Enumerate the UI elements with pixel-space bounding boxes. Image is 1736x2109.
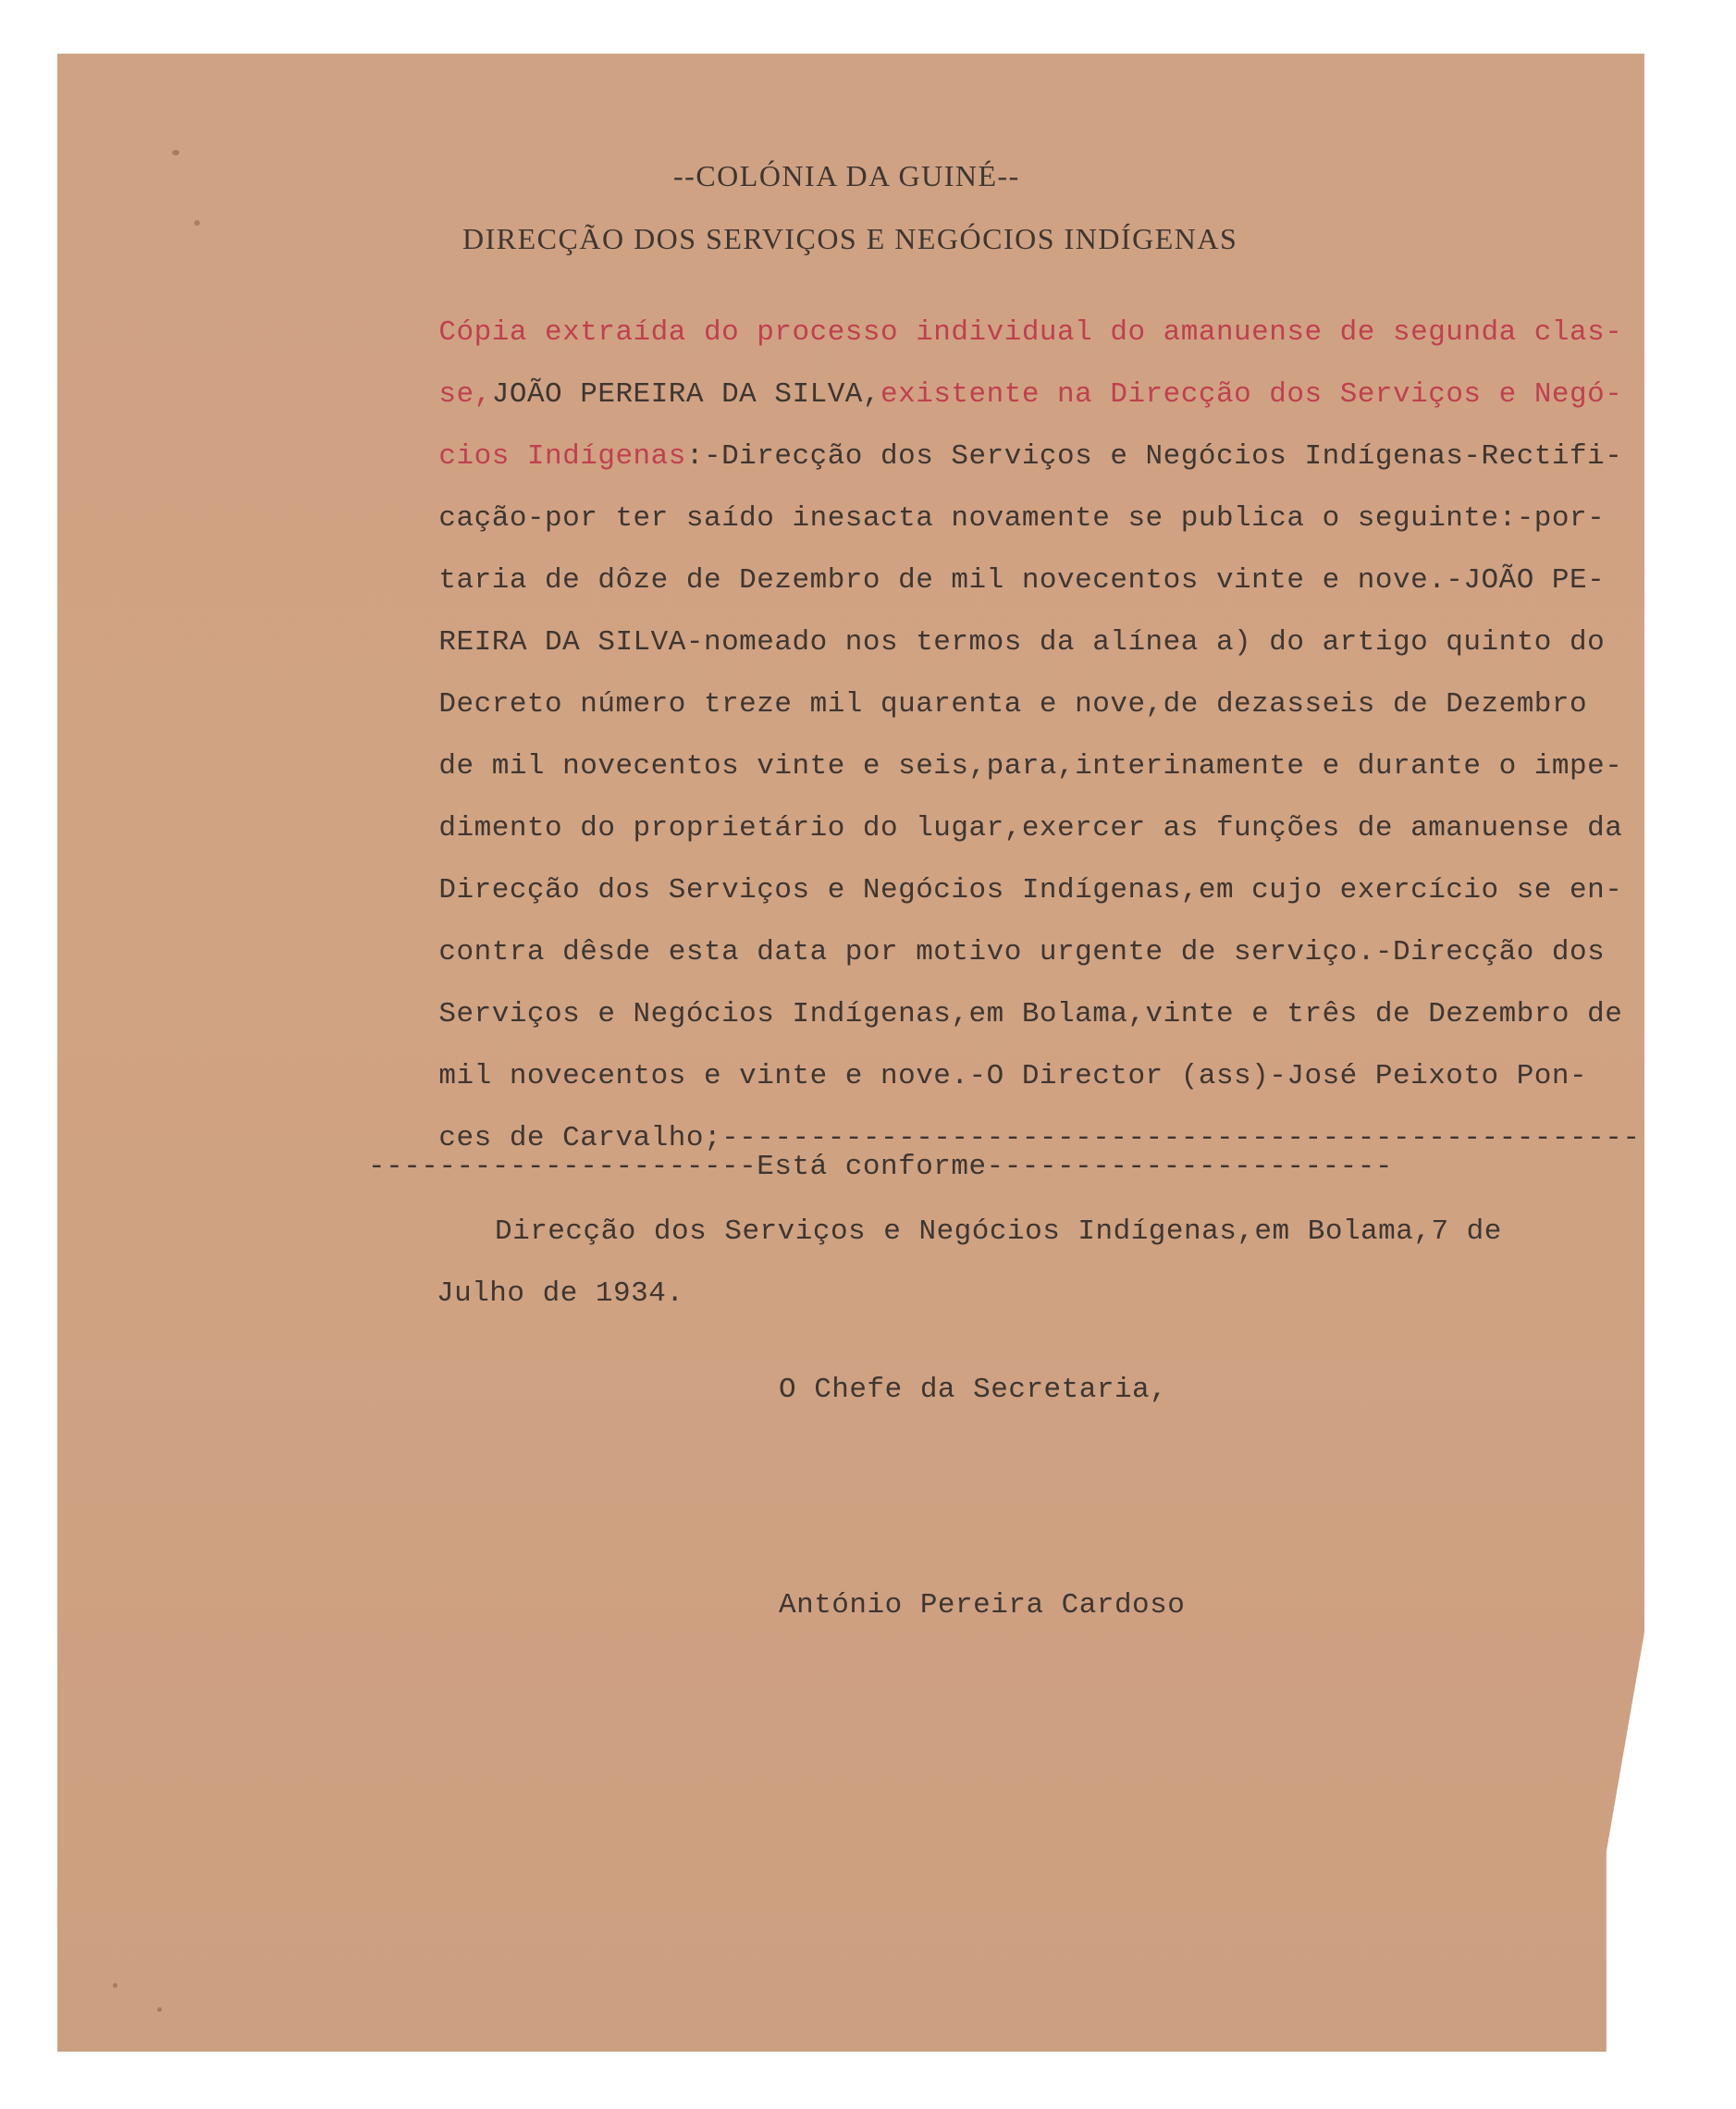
- paper-blemish: [157, 2007, 162, 2012]
- black-text: de mil novecentos vinte e seis,para,interinamente e durante o impe-: [438, 750, 1623, 783]
- colony-heading: --COLÓNIA DA GUINÉ--: [673, 159, 1020, 192]
- red-text: cios Indígenas: [438, 440, 686, 473]
- certification-line: ----------------------Está conforme-----------------------: [368, 1151, 1393, 1183]
- black-text: Serviços e Negócios Indígenas,em Bolama,vinte e três de Dezembro de: [438, 998, 1623, 1030]
- black-text: mil novecentos e vinte e nove.-O Director (ass)-José Peixoto Pon-: [438, 1060, 1588, 1092]
- closing-place-date-line-2: Julho de 1934.: [437, 1277, 684, 1310]
- paper-blemish: [194, 220, 200, 226]
- black-text: Direcção dos Serviços e Negócios Indígenas,em cujo exercício se en-: [438, 874, 1623, 906]
- black-text: cação-por ter saído inesacta novamente se publica o seguinte:-por-: [438, 502, 1606, 535]
- black-text: Decreto número treze mil quarenta e nove,de dezasseis de Dezembro: [438, 688, 1588, 721]
- black-text: taria de dôze de Dezembro de mil novecentos vinte e nove.-JOÃO PE-: [438, 564, 1606, 597]
- paper-blemish: [172, 150, 179, 155]
- black-text: REIRA DA SILVA-nomeado nos termos da alínea a) do artigo quinto do: [438, 626, 1606, 659]
- closing-place-date-line-1: Direcção dos Serviços e Negócios Indígenas,em Bolama,7 de: [495, 1215, 1502, 1248]
- paper-blemish: [113, 1983, 117, 1988]
- black-text: ces de Carvalho;----------------------------------------------------: [438, 1122, 1641, 1154]
- black-text: JOÃO PEREIRA DA SILVA,: [491, 378, 881, 411]
- red-text: Cópia extraída do processo individual do amanuense de segunda clas-: [438, 316, 1623, 349]
- signatory-name: António Pereira Cardoso: [779, 1589, 1186, 1622]
- black-text: contra dêsde esta data por motivo urgente de serviço.-Direcção dos: [438, 936, 1606, 968]
- black-text: :-Direcção dos Serviços e Negócios Indígenas-Rectifi-: [685, 440, 1623, 473]
- red-text: existente na Direcção dos Serviços e Negó-: [880, 378, 1623, 411]
- black-text: dimento do proprietário do lugar,exercer as funções de amanuense da: [438, 812, 1623, 845]
- red-text: se,: [438, 378, 492, 411]
- directorate-heading: DIRECÇÃO DOS SERVIÇOS E NEGÓCIOS INDÍGENAS: [462, 222, 1238, 255]
- signatory-title: O Chefe da Secretaria,: [779, 1374, 1168, 1406]
